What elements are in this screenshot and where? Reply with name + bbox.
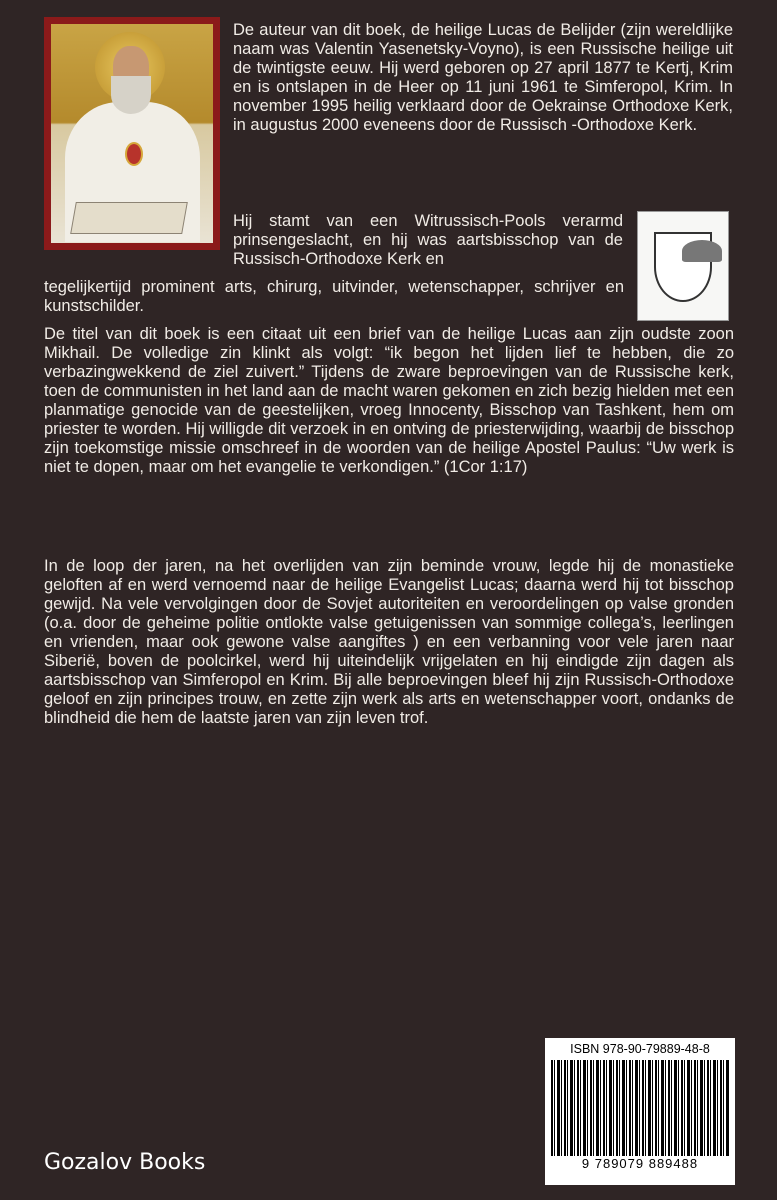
coat-of-arms-image <box>637 211 729 321</box>
barcode-bars <box>551 1060 729 1156</box>
intro-paragraph: De auteur van dit boek, de heilige Lucas de Belijder (zijn wereldlijke naam was Valentin Yasenetsky-Voyno), is een Russische heilige uit de twintigste eeuw. Hij werd geboren op 27 april 1877 te Kertj, Krim en is ontslapen in de Heer op 11 juni 1961 te Simferopol, Krim. In november 1995 heilig verklaard door de Oekrainse Orthodoxe Kerk, in augustus 2000 eveneens door de Russisch -Orthodoxe Kerk. <box>233 21 733 134</box>
professions-paragraph: tegelijkertijd prominent arts, chirurg, uitvinder, wetenschapper, schrijver en kunstschilder. <box>44 278 624 315</box>
barcode-number: 9 789079 889488 <box>581 1156 699 1171</box>
saint-icon-image <box>44 17 220 250</box>
isbn-label: ISBN 978-90-79889-48-8 <box>570 1042 710 1056</box>
publisher-name: Gozalov Books <box>44 1150 206 1175</box>
lineage-paragraph: Hij stamt van een Witrussisch-Pools verarmd prinsengeslacht, en hij was aartsbisschop van de Russisch-Orthodoxe Kerk en <box>233 212 623 268</box>
title-origin-paragraph: De titel van dit boek is een citaat uit een brief van de heilige Lucas aan zijn oudste zoon Mikhail. De volledige zin klinkt als volgt: “ik begon het lijden lief te hebben, die zo verbazingwekkend de ziel zuivert.” Tijdens de zware beproevingen van de Russische kerk, toen de communisten in het land aan de macht waren gekomen en zich bezig hielden met een planmatige genocide van de geestelijken, vroeg Innocenty, Bisschop van Tashkent, hem om priester te worden. Hij willigde dit verzoek in en ontving de priesterwijding, waarbij de bisschop zijn toekomstige missie omschreef in de woorden van de heilige Apostel Paulus: “Uw werk is niet te dopen, maar om het evangelie te verkondigen.” (1Cor 1:17) <box>44 325 734 476</box>
biography-paragraph: In de loop der jaren, na het overlijden van zijn beminde vrouw, legde hij de monastieke geloften af en werd vernoemd naar de heilige Evangelist Lucas; daarna werd hij tot bisschop gewijd. Na vele vervolgingen door de Sovjet autoriteiten en veroordelingen op valse gronden (o.a. door de geheime politie ontlokte valse getuigenissen van sommige collega’s, leerlingen en vrienden, maar ook gewone valse aangiftes ) en een verbanning voor vele jaren naar Siberië, boven de poolcirkel, werd hij uiteindelijk vrijgelaten en hij eindigde zijn dagen als aartsbisschop van Simferopol en Krim. Bij alle beproevingen bleef hij zijn Russisch-Orthodoxe geloof en zijn principes trouw, en zette zijn werk als arts en wetenschapper voort, ondanks de blindheid die hem de laatste jaren van zijn leven trof. <box>44 557 734 727</box>
isbn-barcode <box>545 1038 735 1185</box>
